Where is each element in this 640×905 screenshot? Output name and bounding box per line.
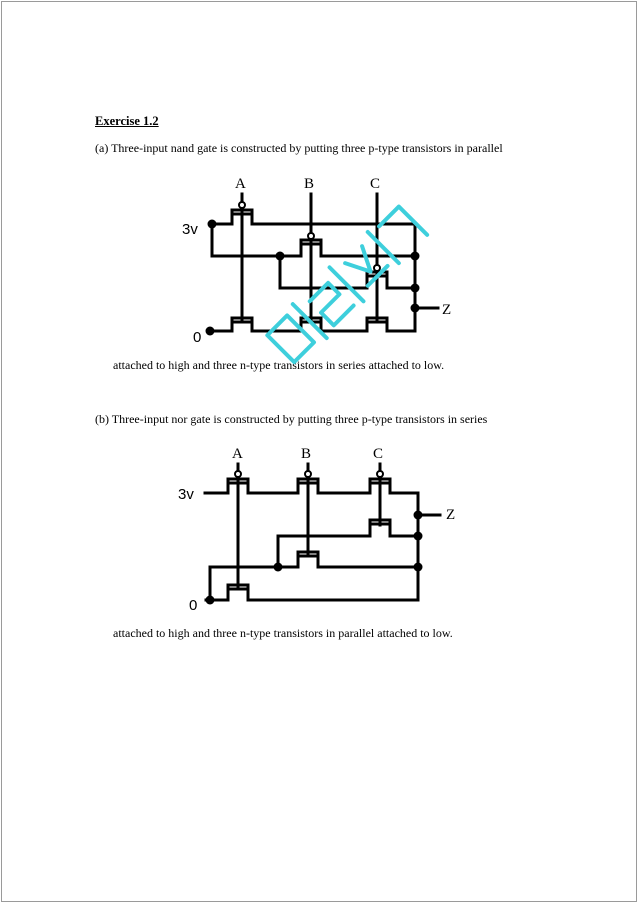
nor-input-b-label: B: [301, 446, 312, 462]
nand-vdd-label: 3v: [182, 221, 198, 238]
nor-output-label: Z: [446, 507, 456, 523]
nor-wires: [205, 464, 440, 600]
nor-input-c-label: C: [373, 446, 384, 462]
nor-gnd-label: 0: [189, 597, 198, 614]
part-b-continuation: attached to high and three n-type transistors in parallel attached to low.: [113, 626, 453, 640]
nand-gnd-label: 0: [193, 329, 202, 346]
part-a-continuation: attached to high and three n-type transistors in series attached to low.: [113, 358, 445, 372]
nand-input-a-label: A: [235, 176, 246, 192]
nor-input-a-label: A: [232, 446, 243, 462]
part-b-description: (b) Three-input nor gate is constructed by putting three p-type transistors in series: [95, 412, 488, 426]
nor-bubbles: [235, 471, 383, 477]
nor-vdd-label: 3v: [178, 486, 194, 503]
nor-circuit: [178, 446, 455, 614]
exercise-heading: Exercise 1.2: [95, 114, 159, 128]
nand-input-b-label: B: [304, 176, 315, 192]
nand-input-c-label: C: [370, 176, 381, 192]
part-a-description: (a) Three-input nand gate is constructed by putting three p-type transistors in parallel: [95, 141, 503, 155]
nand-output-label: Z: [442, 302, 452, 318]
